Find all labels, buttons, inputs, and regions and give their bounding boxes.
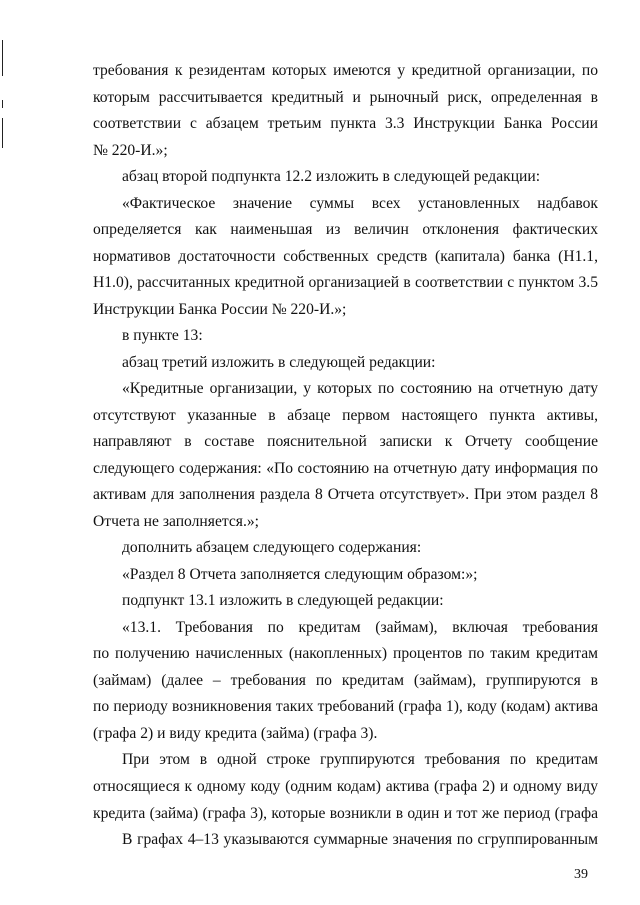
text-line: отсутствуют указанные в абзаце первом настоящего пункта активы, <box>93 406 598 424</box>
text-line: соответствии с абзацем третьим пункта 3.3 Инструкции Банка России <box>93 115 598 132</box>
text-line: относящиеся к одному коду (одним кодам) актива (графа 2) и одному виду <box>93 778 598 795</box>
text-line: по периоду возникновения таких требований (графа 1), коду (кодам) актива <box>93 698 598 716</box>
text-line: (займам) (далее – требования по кредитам (займам), группируются в <box>93 671 598 689</box>
text-line: которым рассчитывается кредитный и рыночный риск, определенная в <box>93 88 598 106</box>
text-line: по получению начисленных (накопленных) процентов по таким кредитам <box>93 645 598 663</box>
text-line: При этом в одной строке группируются требования по кредитам <box>122 751 598 769</box>
text-line: (графа 2) и виду кредита (займа) (графа 3). <box>93 724 378 742</box>
scan-margin-mark <box>2 118 3 148</box>
text-line: активам для заполнения раздела 8 Отчета отсутствует». При этом раздел 8 <box>93 486 598 504</box>
page-number: 39 <box>574 867 588 882</box>
text-line: определяется как наименьшая из величин отклонения фактических <box>93 221 598 239</box>
text-line: абзац третий изложить в следующей редакции: <box>122 353 436 371</box>
scan-margin-mark <box>2 40 3 76</box>
text-line: «Кредитные организации, у которых по состоянию на отчетную дату <box>122 380 598 398</box>
text-line: в пункте 13: <box>122 327 203 345</box>
text-line: нормативов достаточности собственных средств (капитала) банка (Н1.1, <box>93 247 598 265</box>
text-line: следующего содержания: «По состоянию на отчетную дату информация по <box>93 459 598 477</box>
text-line: Отчета не заполняется.»; <box>93 512 259 530</box>
text-line: дополнить абзацем следующего содержания: <box>122 539 422 557</box>
text-line: Н1.0), рассчитанных кредитной организацией в соответствии с пунктом 3.5 <box>93 274 598 292</box>
text-line: Инструкции Банка России № 220-И.»; <box>93 300 347 318</box>
text-line: подпункт 13.1 изложить в следующей редакции: <box>122 592 444 610</box>
text-line: направляют в составе пояснительной записки к Отчету сообщение <box>93 433 598 451</box>
text-line: «Раздел 8 Отчета заполняется следующим образом:»; <box>122 565 478 583</box>
text-line: кредита (займа) (графа 3), которые возникли в один и тот же период (графа <box>93 804 598 822</box>
text-line: «13.1. Требования по кредитам (займам), включая требования <box>122 618 598 636</box>
text-line: «Фактическое значение суммы всех установленных надбавок <box>122 194 598 212</box>
text-line: требования к резидентам которых имеются у кредитной организации, по <box>93 62 598 79</box>
scan-margin-mark <box>2 100 3 108</box>
text-line: абзац второй подпункта 12.2 изложить в следующей редакции: <box>122 168 541 186</box>
text-line: № 220-И.»; <box>93 141 168 159</box>
text-line: В графах 4–13 указываются суммарные значения по сгруппированным <box>122 831 598 848</box>
